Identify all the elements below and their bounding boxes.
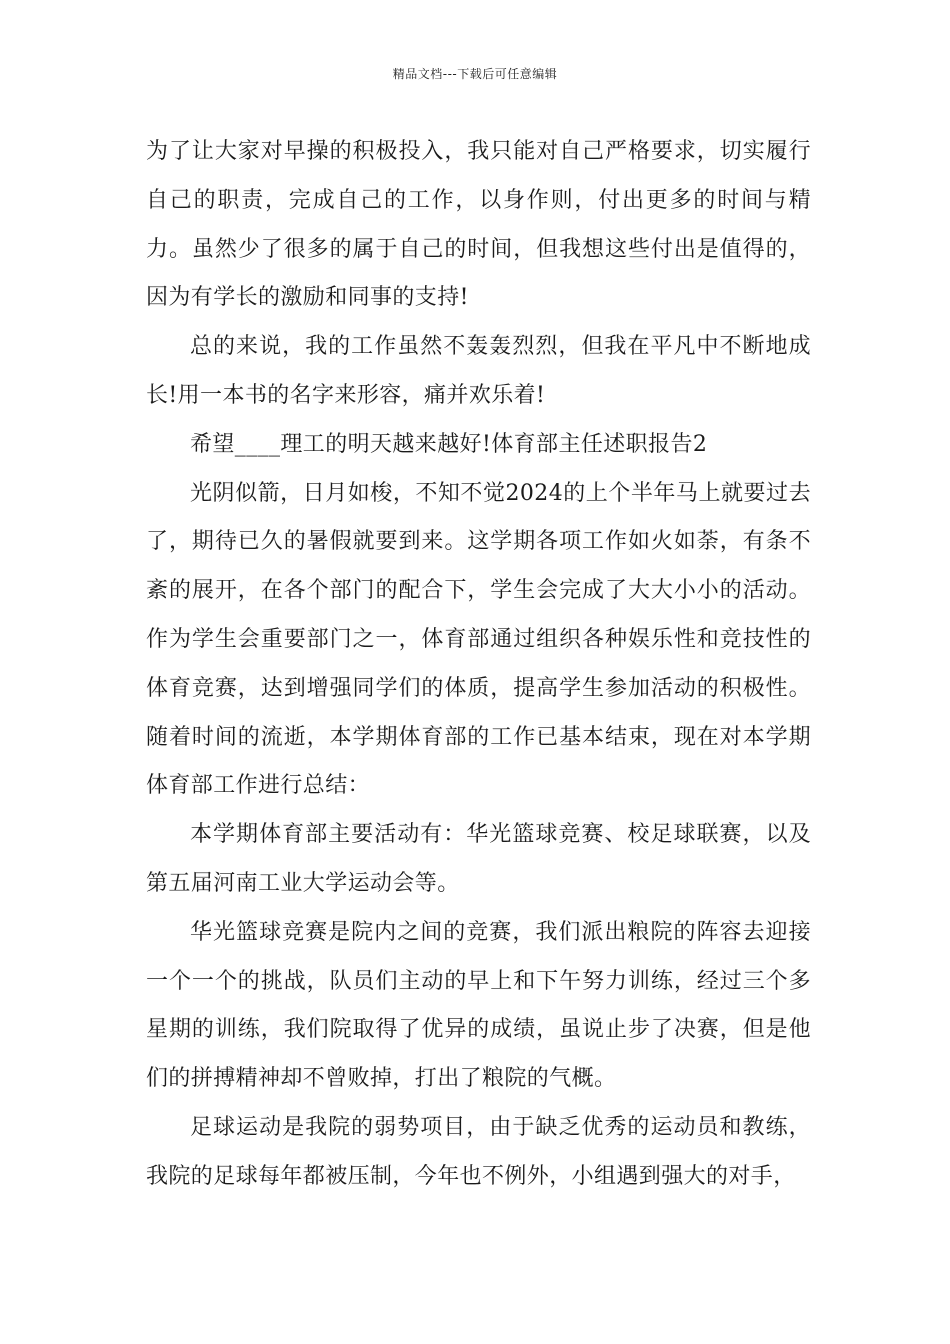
paragraph-5: 本学期体育部主要活动有：华光篮球竞赛、校足球联赛，以及第五届河南工业大学运动会等。 — [146, 822, 811, 896]
page-header: 精品文档---下载后可任意编辑 — [392, 67, 558, 81]
paragraph-7: 足球运动是我院的弱势项目，由于缺乏优秀的运动员和教练，我院的足球每年都被压制，今年也不例外，小组遇到强大的对手， — [146, 1114, 811, 1189]
document-body — [146, 128, 811, 1202]
paragraph-4: 光阴似箭，日月如梭，不知不觉2024的上个半年马上就要过去了，期待已久的暑假就要到来。这学期各项工作如火如荼，有条不紊的展开，在各个部门的配合下，学生会完成了大大小小的活动。作为学生会重要部门之一，体育部通过组织各种娱乐性和竞技性的体育竞赛，达到增强同学们的体质，提高学生参加活动的积极性。随着时间的流逝，本学期体育部的工作已基本结束，现在对本学期体育部工作进行总结： — [146, 480, 811, 799]
paragraph-6: 华光篮球竞赛是院内之间的竞赛，我们派出粮院的阵容去迎接一个一个的挑战，队员们主动的早上和下午努力训练，经过三个多星期的训练，我们院取得了优异的成绩，虽说止步了决赛，但是他们的拼搏精神却不曾败掉，打出了粮院的气概。 — [146, 919, 811, 1092]
paragraph-2: 总的来说，我的工作虽然不轰轰烈烈，但我在平凡中不断地成长!用一本书的名字来形容，痛并欢乐着! — [146, 334, 811, 408]
paragraph-3: 希望____理工的明天越来越好!体育部主任述职报告2 — [190, 431, 708, 457]
paragraph-1: 为了让大家对早操的积极投入，我只能对自己严格要求，切实履行自己的职责，完成自己的工作，以身作则，付出更多的时间与精力。虽然少了很多的属于自己的时间，但我想这些付出是值得的，因为有学长的激励和同事的支持! — [146, 139, 811, 311]
